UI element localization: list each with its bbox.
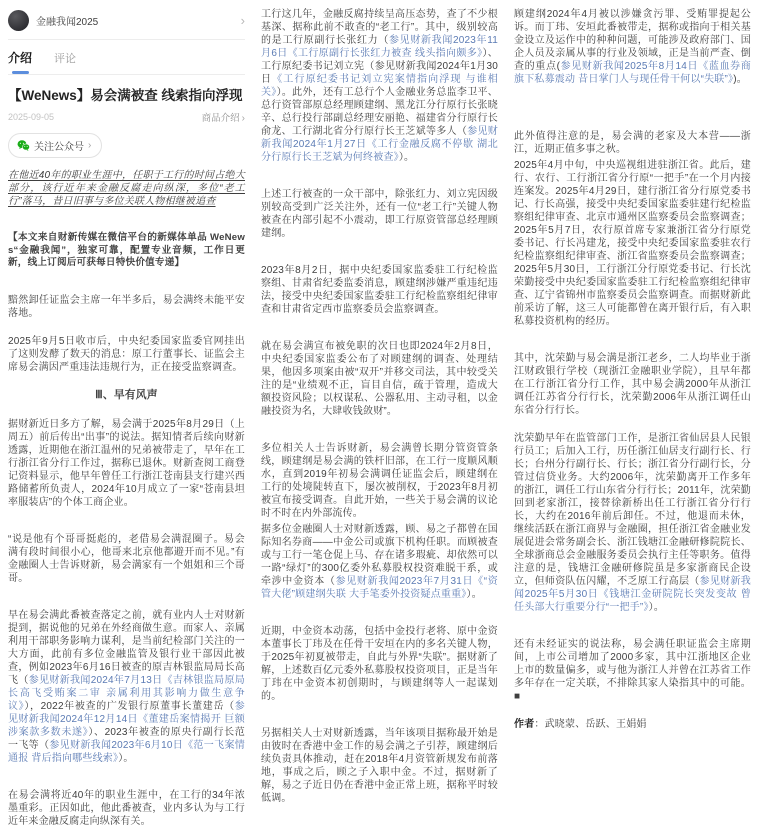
paragraph (261, 188, 498, 240)
text-segment: 据财新近日多方了解，易会满于2025年8月29日（上周五）前后传出“出事”的说法。据知情者后续向财新透露，近期他在浙江温州的兄弟被带走了，早年在工行浙江省分行工作过，据称已退休。财新查阅工商登记资料显示，他早年曾任工行浙江苍南县支行建兴西路储蓄所负责人，2024年10月成立了一家“苍南县坦率服装店”的个体工商企业。 (8, 418, 245, 508)
chevron-right-icon: › (241, 113, 245, 124)
inline-link[interactable]: 参见财新我闻2025年8月14日《蓝血券商旗下私募震动 昔日掌门人与现任骨干何以“失联”》 (514, 61, 751, 85)
text-segment: 在他近40年的职业生涯中，任职于工行的时间占绝大部分，该行近年来金融反腐走向纵深，多位“老工行”落马，昔日旧事与多位关联人物相继被追查 (8, 170, 245, 207)
paragraph (8, 789, 245, 828)
text-segment: 就在易会满宣布被免职的次日也即2024年2月8日，中央纪委国家监委公布了对顾建纲的调查、处理结果，他因多项案由被“双开”并移交司法，其中较受关注的是“业绩观不正，盲目自信，疏于管理，造成大额投资风险；以权谋私、公器私用、主动寻租，以金融投资为名，大肆收钱敛财”。 (261, 341, 498, 417)
inline-link[interactable]: 参见财新我闻2024年1月27日《工行金融反腐不停歇 湖北分行原行长王芝斌为何终被查》 (261, 126, 499, 163)
paragraph (8, 533, 245, 585)
text-segment: 2025年4月中旬，中央巡视组进驻浙江省。此后，建行、农行、工行浙江省分行原“一把手”在一个月内接连案发。2025年4月29日，建行浙江省分行原党委书记、行长高强，接受中央纪委国家监委驻建行纪检监察组纪律审查、北京市通州区监察委员会监察调查；2025年5月7日，农行原首席专家兼浙江省分行原党委书记、行长冯建龙，接受中央纪委国家监委驻农行纪检监察组纪律审查、浙江省监察委员会监察调查；2025年5月30日，工行浙江分行原党委书记、行长沈荣勤接受中央纪委国家监委驻工行纪检监察组纪律审查、辽宁省锦州市监察委员会监察调查。而据财新此前采访了解，这三人可能都曾在离开银行后，有入职私募投资机构的经历。 (514, 160, 751, 327)
paragraph (261, 264, 498, 316)
text-segment: 早在易会满此番被查落定之前，就有业内人士对财新提到，据说他的兄弟在外经商做生意。而家人、亲属利用干部职务影响力谋利，是当前纪检部门关注的一大方面，此前有多位金融监管及银行业干部因此被查，例如2023年6月16日被查的原吉林银监局局长高飞（ (8, 609, 245, 686)
tab-comments[interactable]: 评论 (54, 53, 77, 65)
text-segment: 工行这几年，金融反腐持续呈高压态势，查了不少根基深、据称此前不敢查的“老工行”。其中，级别较高的是工行原副行长张红力（ (261, 9, 498, 46)
paragraph (261, 727, 498, 805)
text-segment: 近期，中金资本动荡，包括中金投行老将、原中金资本董事长丁玮及在任骨干安垣在内的多名关键人物，于2025年初夏被带走，自此与外界“失联”。据财新了解，上述数百亿元委外私募股权投资项目，正是当年丁玮在中金资本初创期时，与顾建纲等人一起谋划的。 (261, 626, 498, 702)
paragraph (261, 625, 498, 703)
follow-button-label: 关注公众号 (34, 142, 84, 153)
paragraph (261, 8, 498, 164)
paragraph (514, 432, 751, 614)
inline-link[interactable]: 参见财新我闻2023年7月31日《“资管大佬”顾建纲失联 大手笔委外投资疑点重重》 (261, 576, 498, 600)
column-3 (514, 8, 751, 800)
text-segment: ）。此外，还有工总行个人金融业务总监李卫平、总行资管部原总经理顾建纲、黑龙江分行原行长张晓辛、总行投行部副总经理安丽艳、福建省分行原行长俞龙、工行湖北省分行原行长王芝斌等多人（ (261, 87, 498, 137)
publish-date: 2025-09-05 (8, 112, 55, 122)
text-segment: ）。 (118, 752, 134, 764)
text-segment: 多位相关人士告诉财新，易会满曾长期分管资管条线，顾建纲是易会满的铁杆旧部，在工行一度顺风顺水，直到2019年初易会满调任证监会后，顾建纲在工行的处境陡转直下，屡次被削权，于2023年8月初被宣布接受调查。自此开始，一些关于易会满的议论时不时在内外部流传。 (261, 443, 498, 519)
text-segment: ），2022年被查的广发银行原董事长董建岳（ (24, 700, 235, 712)
text-segment: Ⅲ、早有风声 (95, 388, 158, 401)
article-meta (8, 110, 245, 124)
inline-link[interactable]: 参见财新我闻2023年11月6日《工行原副行长张红力被查 线头指向颇多》 (261, 35, 498, 59)
text-segment: ：武晓蒙、岳跃、王娟娟 (534, 719, 647, 730)
account-name: 金融我闻2025 (36, 17, 99, 28)
text-segment: ）。 (648, 602, 665, 613)
article-column-3 (514, 8, 751, 731)
text-segment: 还有未经证实的说法称，易会满任职证监会主席期间，上市公司增加了2000多家，其中江浙地区企业上市的数量偏多，或与他为浙江人并曾在江苏省工作多年存在一定关联，不排除其家人染指其中的可能。■ (514, 639, 751, 702)
article-column-1 (8, 169, 245, 828)
text-segment: 其中，沈荣勤与易会满是浙江老乡，二人均毕业于浙江财政银行学校（现浙江金融职业学院），且早年都在工行浙江省分行工作，其中易会满2000年从浙江调任江苏省分行行长，沈荣勤2006年从浙江调任山东省分行行长。 (514, 353, 751, 416)
column-2 (261, 8, 499, 804)
text-segment: 2023年8月2日，据中央纪委国家监委驻工行纪检监察组、甘肃省纪委监委消息，顾建纲涉嫌严重违纪违法，接受中央纪委国家监委驻工行纪检监察组纪律审查和甘肃省定西市监察委员会监察调查。 (261, 265, 498, 315)
inline-link[interactable]: 参见财新我闻2023年6月10日《范一飞案情通报 背后指向哪些线索》 (8, 739, 245, 764)
inline-link[interactable]: 参见财新我闻2025年5月30日《钱塘江金研院院长突发变故 曾任头部大行重要分行“一把手”》 (514, 576, 751, 613)
source-notice (8, 232, 245, 270)
text-segment: 在易会满将近40年的职业生涯中，在工行的34年浓墨重彩。正因如此，他此番被查，业内多认为与工行近年来金融反腐走向纵深有关。 (8, 789, 245, 827)
inline-link[interactable]: 参见财新我闻2024年12月14日《董建岳案情揭开 巨额涉案款多数未遂》 (8, 700, 245, 738)
paragraph (261, 340, 498, 418)
author-line (514, 718, 751, 731)
chevron-right-icon: › (88, 140, 92, 151)
account-avatar (8, 10, 29, 31)
follow-account-button[interactable] (8, 133, 102, 158)
text-segment: 另据相关人士对财新透露，当年该项目据称最开始是由彼时在香港中金工作的易会满之子引荐，顾建纲后续负责具体推动，赶在2018年4月资管新规发布前落地，事成之后，顾之子入职中金。不过，据财新了解，易之子近日仍在香港中金正常上班，据称平时较低调。 (261, 728, 498, 804)
paragraph (514, 8, 751, 86)
text-segment: ）、工行原纪委书记刘立宪（参见财新我闻2024年1月30日 (261, 48, 498, 85)
text-segment: 此外值得注意的是，易会满的老家及大本营——浙江，近期正值多事之秋。 (514, 131, 751, 155)
paragraph (261, 442, 498, 520)
paragraph (514, 352, 751, 417)
account-header[interactable] (8, 8, 245, 40)
text-segment: 【本文来自财新传媒在微信平台的新媒体单品 WeNews“金融我闻”，独家可靠，配置专业音频，工作日更新，线上订阅后可获每日特快价值专递】 (8, 232, 245, 268)
text-segment: 顾建纲2024年4月被以涉嫌贪污罪、受贿罪提起公诉。而丁玮、安垣此番被带走，据称或指向于相关基金设立及运作中的种种问题，可能涉及政府部门、国企人员及亲属从事的行业及领域，正是当前严查、倒查的重点( (514, 9, 751, 72)
text-segment: 作者 (514, 719, 535, 730)
text-segment: ）。 (466, 589, 482, 600)
wechat-icon (17, 139, 30, 152)
section-heading (8, 389, 245, 402)
paragraph (8, 418, 245, 509)
paragraph (8, 294, 245, 320)
product-intro-link[interactable] (202, 110, 245, 124)
text-segment: ）、2023年被查的原央行副行长范一飞等（ (8, 726, 245, 751)
text-segment: “说是他有个哥哥挺彪的，老借易会满混圈子。易会满有段时间很小心，他哥来北京他都避开而不见。”有金融圈人士告诉财新，易会满家有一个姐姐和三个哥哥。 (8, 533, 245, 584)
text-segment: 据多位金融圈人士对财新透露，顾、易之子都曾在国际知名券商——中金公司或旗下机构任职。而顾被查或与工行一笔仓促上马、存在诸多瑕疵、却依然可以一路“绿灯”的300亿委外私募股权投资难脱干系，或牵涉中金资本（ (261, 524, 498, 587)
article-title: 【WeNews】易会满被查 线索指向浮现 (8, 88, 243, 103)
paragraph (514, 159, 751, 328)
paragraph (8, 609, 245, 765)
text-segment: 沈荣勤早年在监管部门工作，是浙江省仙居县人民银行员工；后加入工行，历任浙江仙居支行副行长、行长；台州分行副行长、行长；浙江省分行副行长，分管过信贷业务。大约2006年，沈荣勤离开工作多年的浙江，调任工行山东省分行行长；2011年，沈荣勤回到老家浙江，接替徐新桥出任工行浙江省分行行长，大约在2016年前后卸任。不过，他退而未休，继续活跃在浙江商界与金融圈，担任浙江省金融业发展促进会常务副会长、浙江钱塘江金融研修院院长、全球浙商总会金融服务委员会执行主任等职务。值得注意的是，钱塘江金融研修院虽是多家浙商民企设立，但师资队伍闪耀，不乏原工行高层（ (514, 433, 751, 587)
article-summary (8, 169, 245, 208)
paragraph (8, 335, 245, 374)
paragraph (514, 130, 751, 156)
inline-link[interactable]: 《工行原纪委书记刘立宪案情指向浮现 与谁相关》 (261, 74, 499, 98)
text-segment: 黯然卸任证监会主席一年半多后，易会满终未能平安落地。 (8, 294, 245, 319)
paragraph (261, 523, 498, 601)
product-intro-label: 商品介绍 (201, 113, 240, 124)
tab-intro[interactable]: 介绍 (8, 49, 32, 74)
column-1 (8, 8, 246, 827)
inline-link[interactable]: 参见财新我闻2024年7月13日《吉林银监局原局长高飞受贿案二审 亲属利用其影响力做生意争议》 (8, 674, 246, 712)
text-segment: 2025年9月5日收市后，中央纪委国家监委官网挂出了这则发酵了数天的消息：原工行董事长、证监会主席易会满因严重违法违规行为，正在接受监察调查。 (8, 335, 245, 373)
article-column-2 (261, 8, 498, 805)
paragraph (514, 638, 751, 703)
text-segment: )。 (733, 74, 747, 85)
text-segment: ）。 (398, 152, 415, 163)
text-segment: 上述工行被查的一众干部中，除张红力、刘立宪因级别较高受到广泛关注外，还有一位“老工行”关键人物被查在内部引起不小震动，即工行原资管部总经理顾建纲。 (261, 189, 498, 239)
tab-bar (8, 40, 245, 75)
chevron-right-icon[interactable]: › (240, 13, 245, 28)
